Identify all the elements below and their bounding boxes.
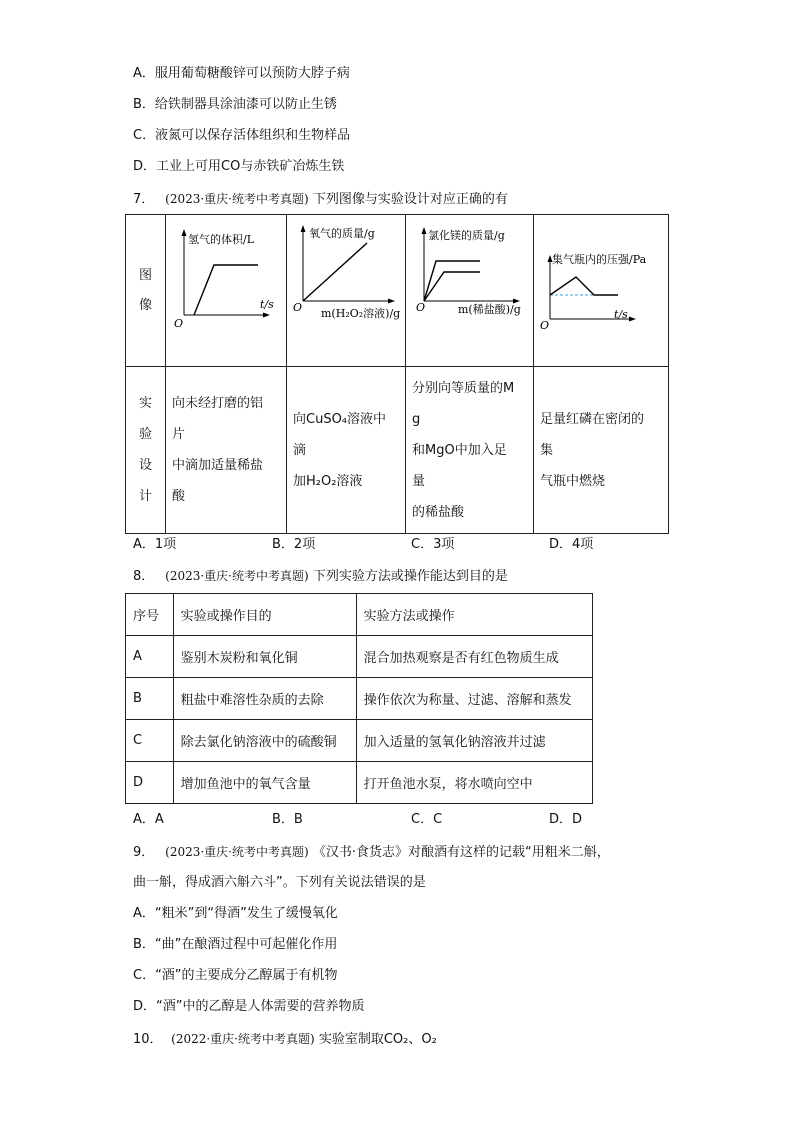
q8-cell-purpose: 增加鱼池中的氧气含量 xyxy=(173,762,356,804)
q7-design-line: 和MgO中加入足 xyxy=(412,442,507,458)
q7-design-line: 片 xyxy=(172,427,186,442)
q9-question-line1: 《汉书·食货志》对酿酒有这样的记载“用粗米二斛， xyxy=(312,845,610,860)
q7-graph-3-cell xyxy=(406,215,534,367)
q7-option-c: C．3项 xyxy=(411,537,455,552)
q10-number: 10． xyxy=(133,1032,163,1047)
q8-option-c: C．C xyxy=(411,812,443,827)
q10-source: (2022·重庆·统考中考真题) xyxy=(171,1032,315,1046)
q7-header-char: 实 xyxy=(138,396,152,411)
q8-number: 8． xyxy=(133,569,155,584)
q7-design-3 xyxy=(406,367,534,534)
q7-header-char: 计 xyxy=(138,489,152,504)
q7-graph-1-origin: O xyxy=(174,317,184,330)
q7-option-b: B．2项 xyxy=(272,537,316,552)
q7-question: 下列图像与实验设计对应正确的有 xyxy=(312,192,508,207)
q7-design-1 xyxy=(166,367,287,534)
q7-graph-3-ylabel: 氯化镁的质量/g xyxy=(428,229,505,242)
q9-stem xyxy=(133,843,610,862)
q7-header-char: 像 xyxy=(138,297,152,313)
q8-cell-method: 混合加热观察是否有红色物质生成 xyxy=(356,636,592,678)
q9-question-line2: 曲一斛，得成酒六斛六斗”。下列有关说法错误的是 xyxy=(133,875,426,890)
q8-cell-purpose: 粗盐中难溶性杂质的去除 xyxy=(173,678,356,720)
q7-graph-4-cell xyxy=(534,215,669,367)
table-row xyxy=(126,762,593,804)
q7-option-a: A．1项 xyxy=(133,537,177,552)
q6-option-b: B．给铁制器具涂油漆可以防止生锈 xyxy=(133,97,337,112)
q7-row-graph-header xyxy=(126,215,166,367)
table-row xyxy=(126,720,593,762)
q9-option-b: B．“曲”在酿酒过程中可起催化作用 xyxy=(133,937,338,952)
q7-design-4 xyxy=(534,367,669,534)
q8-header-index: 序号 xyxy=(126,594,174,636)
q7-graph-3-xlabel: m(稀盐酸)/g xyxy=(458,303,521,316)
q8-question: 下列实验方法或操作能达到目的是 xyxy=(312,569,508,584)
q7-graph-1-ylabel: 氢气的体积/L xyxy=(188,233,255,246)
q7-design-line: g xyxy=(412,411,421,427)
q8-cell-method: 打开鱼池水泵，将水喷向空中 xyxy=(356,762,592,804)
q7-design-line: 向CuSO₄溶液中 xyxy=(293,411,387,427)
q7-design-line: 分别向等质量的M xyxy=(412,380,515,396)
q7-design-line: 中滴加适量稀盐 xyxy=(172,458,264,473)
q7-graph-1-xlabel: t/s xyxy=(260,298,274,311)
q8-cell-index: A xyxy=(126,636,174,678)
q8-cell-method: 操作依次为称量、过滤、溶解和蒸发 xyxy=(356,678,592,720)
q6-option-d: D．工业上可用CO与赤铁矿冶炼生铁 xyxy=(133,159,345,174)
q9-option-a: A．“粗米”到“得酒”发生了缓慢氧化 xyxy=(133,906,338,921)
q7-header-char: 验 xyxy=(138,427,152,442)
q7-graph-4 xyxy=(534,215,668,362)
q7-design-line: 滴 xyxy=(293,442,307,458)
q6-option-c: C．液氮可以保存活体组织和生物样品 xyxy=(133,128,351,143)
q7-design-line: 的稀盐酸 xyxy=(412,504,465,520)
q8-option-d: D．D xyxy=(549,812,583,827)
q7-graph-2-ylabel: 氧气的质量/g xyxy=(309,227,375,240)
q7-graph-2-cell xyxy=(287,215,406,367)
q7-graph-2-xlabel: m(H₂O₂溶液)/g xyxy=(321,307,401,320)
q7-graph-2 xyxy=(287,215,405,362)
q7-design-line: 向未经打磨的铝 xyxy=(172,396,264,411)
q7-graph-1 xyxy=(166,215,286,362)
q7-row-design-header xyxy=(126,367,166,534)
q7-header-char: 图 xyxy=(138,267,152,283)
q7-graph-3 xyxy=(406,215,533,362)
table-row xyxy=(126,678,593,720)
q10-stem xyxy=(133,1030,437,1049)
q7-graph-4-xlabel: t/s xyxy=(614,308,628,321)
q7-number: 7． xyxy=(133,192,155,207)
q7-graph-4-origin: O xyxy=(540,319,550,332)
q9-source: (2023·重庆·统考中考真题) xyxy=(165,845,309,859)
q7-design-line: 酸 xyxy=(172,489,186,504)
q8-cell-index: C xyxy=(126,720,174,762)
q7-design-2 xyxy=(287,367,406,534)
q9-option-d: D．“酒”中的乙醇是人体需要的营养物质 xyxy=(133,999,365,1014)
q7-option-d: D．4项 xyxy=(549,537,594,552)
q7-table xyxy=(125,214,669,534)
q8-cell-index: D xyxy=(126,762,174,804)
q9-number: 9． xyxy=(133,845,155,860)
q7-source: (2023·重庆·统考中考真题) xyxy=(165,192,309,206)
q7-header-char: 设 xyxy=(138,458,152,473)
q8-stem xyxy=(133,567,508,586)
table-row xyxy=(126,636,593,678)
q8-cell-index: B xyxy=(126,678,174,720)
q8-header-purpose: 实验或操作目的 xyxy=(173,594,356,636)
q7-design-line: 加H₂O₂溶液 xyxy=(293,473,363,489)
q7-graph-1-cell xyxy=(166,215,287,367)
q8-source: (2023·重庆·统考中考真题) xyxy=(165,569,309,583)
q6-option-a: A．服用葡萄糖酸锌可以预防大脖子病 xyxy=(133,66,350,81)
q7-graph-2-origin: O xyxy=(293,301,303,314)
q7-design-line: 气瓶中燃烧 xyxy=(540,473,606,489)
q8-option-a: A．A xyxy=(133,812,164,827)
q8-header-method: 实验方法或操作 xyxy=(356,594,592,636)
q7-design-line: 量 xyxy=(412,473,426,489)
q7-stem xyxy=(133,190,508,209)
q8-table xyxy=(125,593,593,804)
q7-design-line: 足量红磷在密闭的 xyxy=(540,411,645,427)
q10-question: 实验室制取CO₂、O₂ xyxy=(318,1032,437,1047)
q7-graph-3-origin: O xyxy=(416,301,426,314)
q8-cell-method: 加入适量的氢氧化钠溶液并过滤 xyxy=(356,720,592,762)
q8-option-b: B．B xyxy=(272,812,303,827)
q9-option-c: C．“酒”的主要成分乙醇属于有机物 xyxy=(133,968,338,983)
q8-cell-purpose: 除去氯化钠溶液中的硫酸铜 xyxy=(173,720,356,762)
q7-design-line: 集 xyxy=(540,442,554,458)
q8-cell-purpose: 鉴别木炭粉和氧化铜 xyxy=(173,636,356,678)
q7-graph-4-ylabel: 集气瓶内的压强/Pa xyxy=(552,253,647,266)
